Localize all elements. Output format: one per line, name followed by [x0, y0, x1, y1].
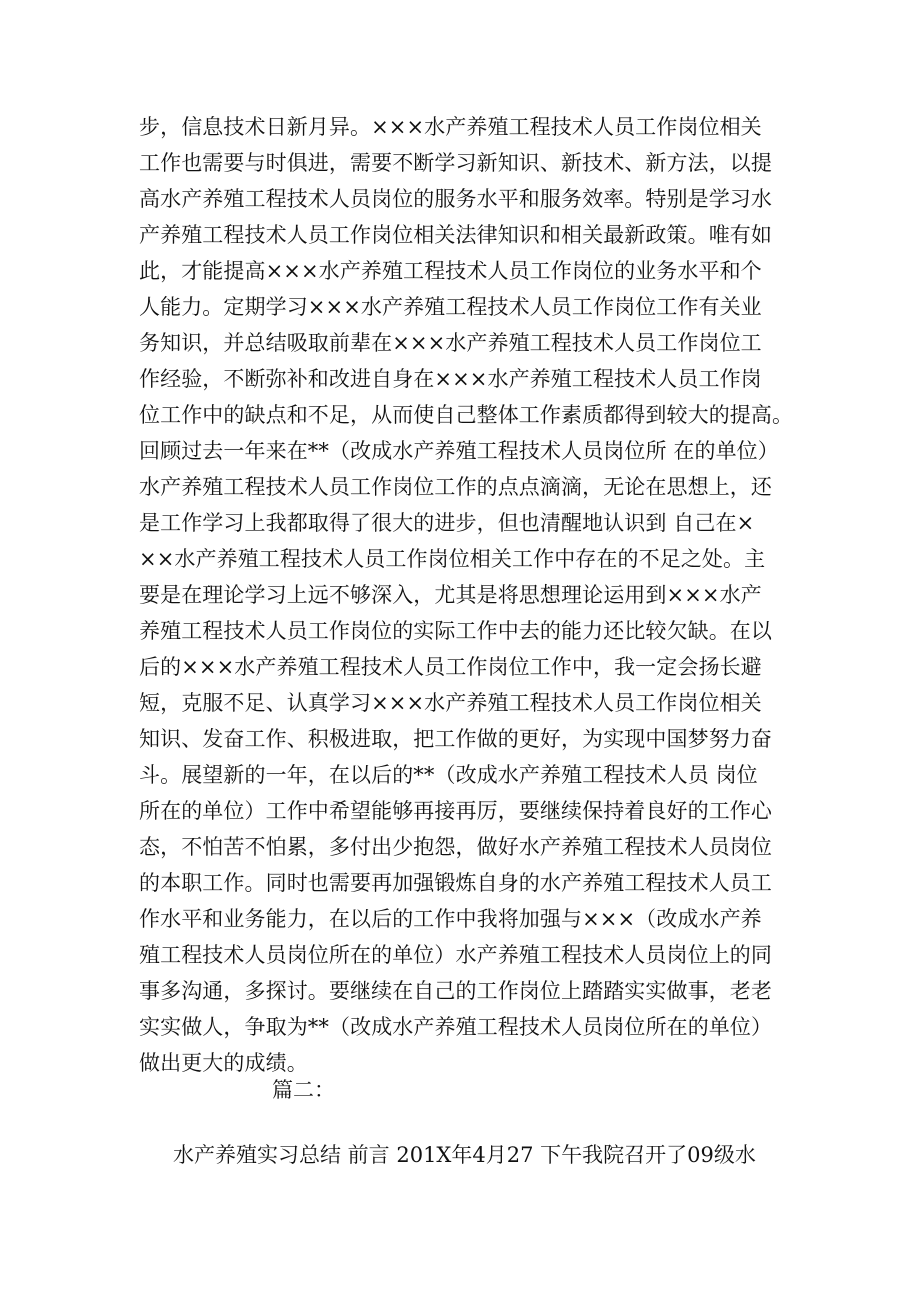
paragraph-line: 殖工程技术人员岗位所在的单位）水产养殖工程技术人员岗位上的同: [139, 943, 772, 967]
paragraph-line: 养殖工程技术人员工作岗位的实际工作中去的能力还比较欠缺。在以: [139, 619, 772, 643]
paragraph-line: 回顾过去一年来在**（改成水产养殖工程技术人员岗位所 在的单位）: [139, 439, 779, 463]
paragraph-line: 高水产养殖工程技术人员岗位的服务水平和服务效率。特别是学习水: [139, 187, 772, 211]
paragraph-line: 后的×××水产养殖工程技术人员工作岗位工作中，我一定会扬长避: [139, 655, 762, 679]
second-article-first-line: 水产养殖实习总结 前言 201X年4月27 下午我院召开了09级水: [173, 1143, 756, 1167]
paragraph-line: 步，信息技术日新月异。×××水产养殖工程技术人员工作岗位相关: [139, 115, 762, 139]
paragraph-line: 做出更大的成绩。: [139, 1051, 308, 1075]
paragraph-line: 作水平和业务能力，在以后的工作中我将加强与×××（改成水产养: [139, 907, 762, 931]
paragraph-line: 产养殖工程技术人员工作岗位相关法律知识和相关最新政策。唯有如: [139, 223, 772, 247]
paragraph-line: ××水产养殖工程技术人员工作岗位相关工作中存在的不足之处。主: [139, 547, 766, 571]
paragraph-line: 斗。展望新的一年，在以后的**（改成水产养殖工程技术人员 岗位: [139, 763, 758, 787]
paragraph-line: 的本职工作。同时也需要再加强锻炼自身的水产养殖工程技术人员工: [139, 871, 772, 895]
paragraph-line: 此，才能提高×××水产养殖工程技术人员工作岗位的业务水平和个: [139, 259, 762, 283]
paragraph-line: 所在的单位）工作中希望能够再接再厉，要继续保持着良好的工作心: [139, 799, 772, 823]
paragraph-line: 态，不怕苦不怕累，多付出少抱怨，做好水产养殖工程技术人员岗位: [139, 835, 772, 859]
paragraph-line: 是工作学习上我都取得了很大的进步，但也清醒地认识到 自己在×: [139, 511, 755, 535]
paragraph-line: 工作也需要与时俱进，需要不断学习新知识、新技术、新方法，以提: [139, 151, 772, 175]
section-heading: 篇二：: [272, 1078, 335, 1102]
paragraph-line: 位工作中的缺点和不足，从而使自己整体工作素质都得到较大的提高。: [139, 403, 794, 427]
paragraph-line: 短，克服不足、认真学习×××水产养殖工程技术人员工作岗位相关: [139, 691, 762, 715]
paragraph-line: 人能力。定期学习×××水产养殖工程技术人员工作岗位工作有关业: [139, 295, 762, 319]
paragraph-line: 实实做人，争取为**（改成水产养殖工程技术人员岗位所在的单位）: [139, 1015, 773, 1039]
paragraph-line: 知识、发奋工作、积极进取，把工作做的更好，为实现中国梦努力奋: [139, 727, 772, 751]
paragraph-line: 事多沟通，多探讨。要继续在自己的工作岗位上踏踏实实做事，老老: [139, 979, 772, 1003]
paragraph-line: 作经验，不断弥补和改进自身在×××水产养殖工程技术人员工作岗: [139, 367, 762, 391]
paragraph-line: 水产养殖工程技术人员工作岗位工作的点点滴滴，无论在思想上，还: [139, 475, 772, 499]
paragraph-line: 要是在理论学习上远不够深入，尤其是将思想理论运用到×××水产: [139, 583, 762, 607]
paragraph-line: 务知识，并总结吸取前辈在×××水产养殖工程技术人员工作岗位工: [139, 331, 762, 355]
